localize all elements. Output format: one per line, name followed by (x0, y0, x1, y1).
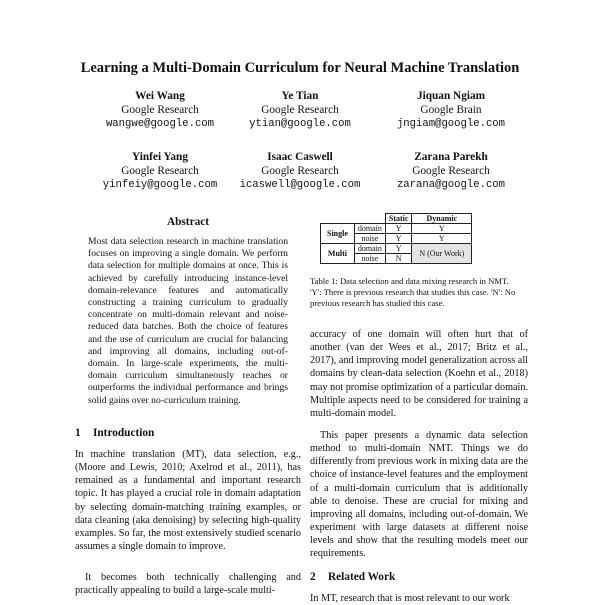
table-subrow-domain: domain (354, 244, 385, 254)
author-name: Ye Tian (281, 90, 319, 102)
author-email[interactable]: icaswell@google.com (239, 179, 361, 191)
author-affiliation: Google Research (261, 104, 339, 116)
section-number: 2 (310, 571, 316, 583)
section-number: 1 (75, 427, 81, 439)
author-affiliation: Google Brain (420, 104, 482, 116)
table-cell: Y (412, 234, 472, 244)
author-block (366, 150, 536, 192)
author-affiliation: Google Research (412, 165, 490, 177)
section-heading-related-work (310, 571, 395, 583)
intro-paragraph-1: In machine translation (MT), data selection, e.g., (Moore and Lewis, 2010; Axelrod et al., 2011), has remained as a fundamental and important research topic. It has played a crucial role in domain adaptation by selecting domain-matching training examples, or data cleaning (aka denoising) by selecting high-quality examples. So far, the most extensively studied scenario assumes a single domain to improve. (75, 449, 301, 553)
author-email[interactable]: ytian@google.com (249, 118, 351, 130)
author-block (215, 150, 385, 192)
table-caption: Table 1: Data selection and data mixing research in NMT. 'Y': There is previous research that studies this case. 'N': No previous research has studied this case. (310, 276, 516, 308)
author-name: Yinfei Yang (132, 151, 188, 163)
related-work-paragraph-1: In MT, research that is most relevant to our work (310, 593, 510, 604)
author-affiliation: Google Research (121, 104, 199, 116)
table-subrow-noise: noise (354, 234, 385, 244)
table-cell-our-work: N (Our Work) (412, 244, 472, 264)
table-cell: Y (385, 234, 412, 244)
table-cell: Y (385, 244, 412, 254)
table-cell: N (385, 254, 412, 264)
author-email[interactable]: wangwe@google.com (105, 118, 215, 130)
abstract-heading: Abstract (166, 216, 210, 228)
table-row-header-multi: Multi (321, 244, 355, 264)
section-title: Introduction (93, 427, 155, 439)
right-paragraph-2: This paper presents a dynamic data selection method to multi-domain NMT. Things we do differently from previous work in mixing data are the choice of instance-level features and the employment of a multi-domain curriculum that is additionally able to denoise. These are crucial for mixing and improving all domains, including out-of-domain. We experiment with large datasets at different noise levels and show that the resulting models meet our requirements. (310, 430, 528, 560)
intro-paragraph-2: It becomes both technically challenging and practically appealing to build a large-scale multi- (75, 572, 301, 597)
table-cell: Y (412, 224, 472, 234)
author-email[interactable]: jngiam@google.com (396, 118, 506, 130)
author-email[interactable]: zarana@google.com (396, 179, 506, 191)
author-affiliation: Google Research (121, 165, 199, 177)
table-header-dynamic: Dynamic (412, 214, 472, 224)
author-email[interactable]: yinfeiy@google.com (102, 179, 218, 191)
table-header-static: Static (385, 214, 412, 224)
table-row-header-single: Single (321, 224, 355, 244)
section-heading-introduction (75, 427, 154, 439)
author-name: Isaac Caswell (267, 151, 333, 163)
author-name: Jiquan Ngiam (416, 90, 486, 102)
table-cell: Y (385, 224, 412, 234)
author-block (215, 89, 385, 131)
paper-title: Learning a Multi-Domain Curriculum for Neural Machine Translation (80, 60, 520, 76)
section-title: Related Work (328, 571, 396, 583)
author-name: Zarana Parekh (414, 151, 488, 163)
right-paragraph-1: accuracy of one domain will often hurt that of another (van der Wees et al., 2017; Britz et al., 2017), and improving model generalization across all domains by clean-data selection (Koehn et al., 2018) may not promise optimization of a particular domain. Multiple aspects need to be considered for training a multi-domain model. (310, 329, 528, 419)
abstract-text: Most data selection research in machine translation focuses on improving a single domain. We perform data selection for multiple domains at once. This is achieved by carefully introducing instance-level domain-relevance features and automatically constructing a training curriculum to gradually concentrate on multi-domain relevant and noise-reduced data batches. Both the choice of features and the use of curriculum are crucial for balancing and improving all domains, including out-of-domain. In large-scale experiments, the multi-domain curriculum simultaneously reaches or outperforms the individual performance and brings solid gains over no-curriculum training. (88, 236, 288, 406)
table-subrow-noise: noise (354, 254, 385, 264)
author-block (366, 89, 536, 131)
author-name: Wei Wang (135, 90, 185, 102)
table-subrow-domain: domain (354, 224, 385, 234)
data-selection-table (320, 213, 472, 264)
author-affiliation: Google Research (261, 165, 339, 177)
